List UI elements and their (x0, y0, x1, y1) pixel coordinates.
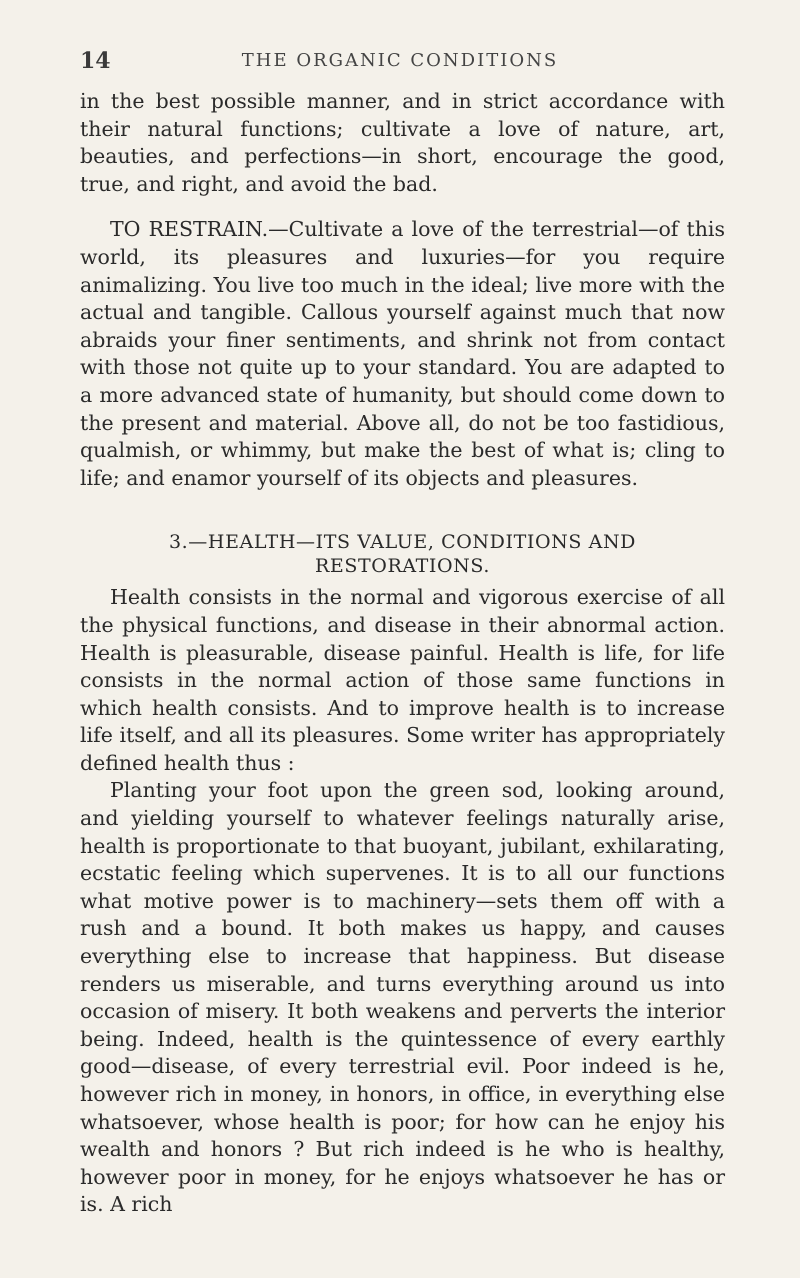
paragraph-continued: in the best possible manner, and in strict accordance with their natural functions; cultivate a love of nature, art, beauties, and perfections—in short, encourage the good, true, and right, and avoid the bad. (80, 89, 725, 196)
paragraph-quoted-definition: Planting your foot upon the green sod, looking around, and yielding yourself to whatever feelings naturally arise, health is proportionate to that buoyant, jubilant, exhilarating, ecstatic feeling which supervenes. It is to all our functions what motive power is to machinery—sets them off with a rush and a bound. It both makes us happy, and causes everything else to increase that happiness. But disease renders us miserable, and turns everything around us into occasion of misery. It both weakens and perverts the interior being. Indeed, health is the quintessence of every earthly good—disease, of every terrestrial evil. Poor indeed is he, however rich in money, in honors, in office, in everything else whatsoever, whose health is poor; for how can he enjoy his wealth and honors ? But rich indeed is he who is healthy, however poor in money, for he enjoys whatsoever he has or is. A rich (80, 778, 725, 1217)
running-head: THE ORGANIC CONDITIONS (241, 50, 559, 71)
paragraph-health-definition: Health consists in the normal and vigorous exercise of all the physical functions, and disease in their abnormal action. Health is pleasurable, disease painful. Health is life, for life consists in the normal action of those same functions in which health consists. And to improve health is to increase life itself, and all its pleasures. Some writer has appropriately defined health thus : (80, 585, 725, 775)
paragraph-to-restrain: TO RESTRAIN.—Cultivate a love of the terrestrial—of this world, its pleasures and luxuries—for you require animalizing. You live too much in the ideal; live more with the actual and tangible. Callous yourself against much that now abraids your finer sentiments, and shrink not from contact with those not quite up to your standard. You are adapted to a more advanced state of humanity, but should come down to the present and material. Above all, do not be too fastidious, qualmish, or whimmy, but make the best of what is; cling to life; and enamor yourself of its objects and pleasures. (80, 217, 725, 490)
page-number: 14 (80, 48, 111, 74)
body-text (80, 88, 725, 1219)
section-heading: 3.—HEALTH—ITS VALUE, CONDITIONS AND RESTORATIONS. (168, 531, 637, 578)
page-header (80, 48, 720, 78)
